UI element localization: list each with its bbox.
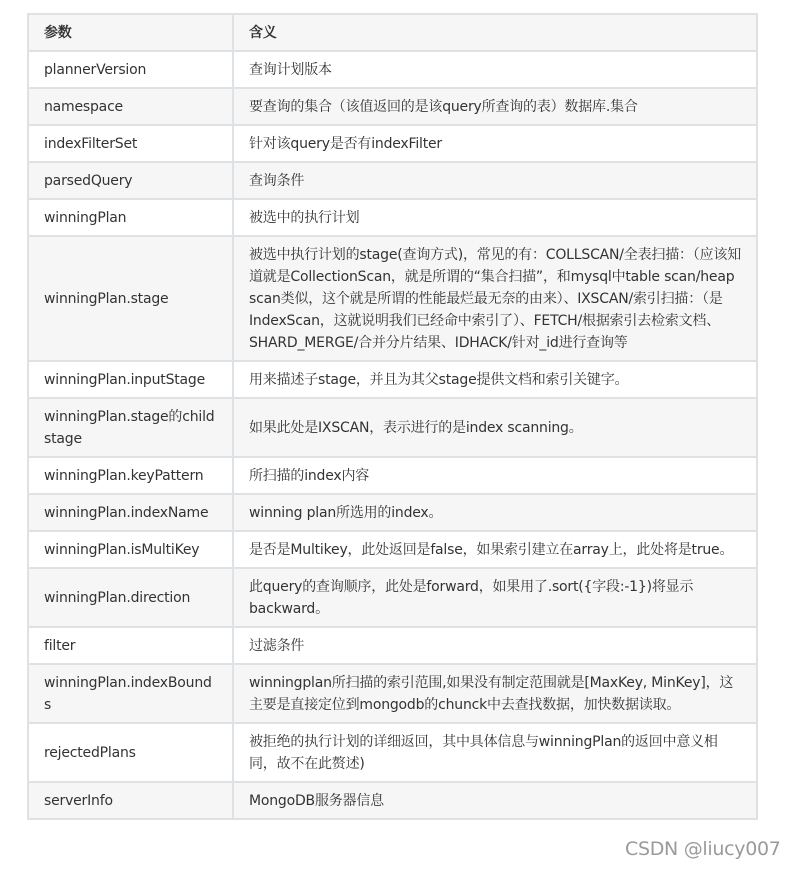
param-cell: filter xyxy=(28,627,233,664)
meaning-cell: 被选中的执行计划 xyxy=(233,199,757,236)
table-row xyxy=(28,782,757,819)
param-cell: indexFilterSet xyxy=(28,125,233,162)
meaning-cell: 被选中执行计划的stage(查询方式)，常见的有：COLLSCAN/全表扫描：（应该知道就是CollectionScan，就是所谓的“集合扫描”，和mysql中table scan/heap scan类似，这个就是所谓的性能最烂最无奈的由来）、IXSCAN/索引扫描：（是IndexScan，这就说明我们已经命中索引了）、FETCH/根据索引去检索文档、SHARD_MERGE/合并分片结果、IDHACK/针对_id进行查询等 xyxy=(233,236,757,361)
param-cell: winningPlan.isMultiKey xyxy=(28,531,233,568)
meaning-cell: 针对该query是否有indexFilter xyxy=(233,125,757,162)
table-row xyxy=(28,125,757,162)
table-row xyxy=(28,627,757,664)
param-cell: winningPlan.indexName xyxy=(28,494,233,531)
meaning-cell: 过滤条件 xyxy=(233,627,757,664)
param-cell: namespace xyxy=(28,88,233,125)
param-cell: winningPlan xyxy=(28,199,233,236)
meaning-cell: 查询条件 xyxy=(233,162,757,199)
table-row xyxy=(28,494,757,531)
param-cell: winningPlan.stage的child stage xyxy=(28,398,233,457)
csdn-watermark: CSDN @liucy007 xyxy=(625,838,781,860)
table-row xyxy=(28,162,757,199)
meaning-cell: 查询计划版本 xyxy=(233,51,757,88)
table-row xyxy=(28,51,757,88)
meaning-cell: 是否是Multikey，此处返回是false，如果索引建立在array上，此处将是true。 xyxy=(233,531,757,568)
header-param: 参数 xyxy=(28,14,233,51)
meaning-cell: winning plan所选用的index。 xyxy=(233,494,757,531)
meaning-cell: 用来描述子stage，并且为其父stage提供文档和索引关键字。 xyxy=(233,361,757,398)
table-row xyxy=(28,398,757,457)
param-cell: winningPlan.keyPattern xyxy=(28,457,233,494)
table-header-row xyxy=(28,14,757,51)
meaning-cell: winningplan所扫描的索引范围,如果没有制定范围就是[MaxKey, MinKey]，这主要是直接定位到mongodb的chunck中去查找数据，加快数据读取。 xyxy=(233,664,757,723)
param-cell: serverInfo xyxy=(28,782,233,819)
table-row xyxy=(28,88,757,125)
param-cell: winningPlan.inputStage xyxy=(28,361,233,398)
meaning-cell: 如果此处是IXSCAN，表示进行的是index scanning。 xyxy=(233,398,757,457)
header-meaning: 含义 xyxy=(233,14,757,51)
table-row xyxy=(28,199,757,236)
meaning-cell: 此query的查询顺序，此处是forward，如果用了.sort({字段:-1})将显示backward。 xyxy=(233,568,757,627)
param-cell: winningPlan.direction xyxy=(28,568,233,627)
meaning-cell: 被拒绝的执行计划的详细返回，其中具体信息与winningPlan的返回中意义相同，故不在此赘述) xyxy=(233,723,757,782)
param-cell: parsedQuery xyxy=(28,162,233,199)
parameter-table-container xyxy=(27,13,756,820)
meaning-cell: 所扫描的index内容 xyxy=(233,457,757,494)
table-row xyxy=(28,457,757,494)
table-row xyxy=(28,723,757,782)
param-cell: winningPlan.stage xyxy=(28,236,233,361)
table-row xyxy=(28,531,757,568)
table-row xyxy=(28,361,757,398)
table-row xyxy=(28,568,757,627)
param-cell: plannerVersion xyxy=(28,51,233,88)
parameter-table xyxy=(27,13,758,820)
param-cell: rejectedPlans xyxy=(28,723,233,782)
param-cell: winningPlan.indexBounds xyxy=(28,664,233,723)
meaning-cell: MongoDB服务器信息 xyxy=(233,782,757,819)
table-row xyxy=(28,664,757,723)
meaning-cell: 要查询的集合（该值返回的是该query所查询的表）数据库.集合 xyxy=(233,88,757,125)
table-row xyxy=(28,236,757,361)
